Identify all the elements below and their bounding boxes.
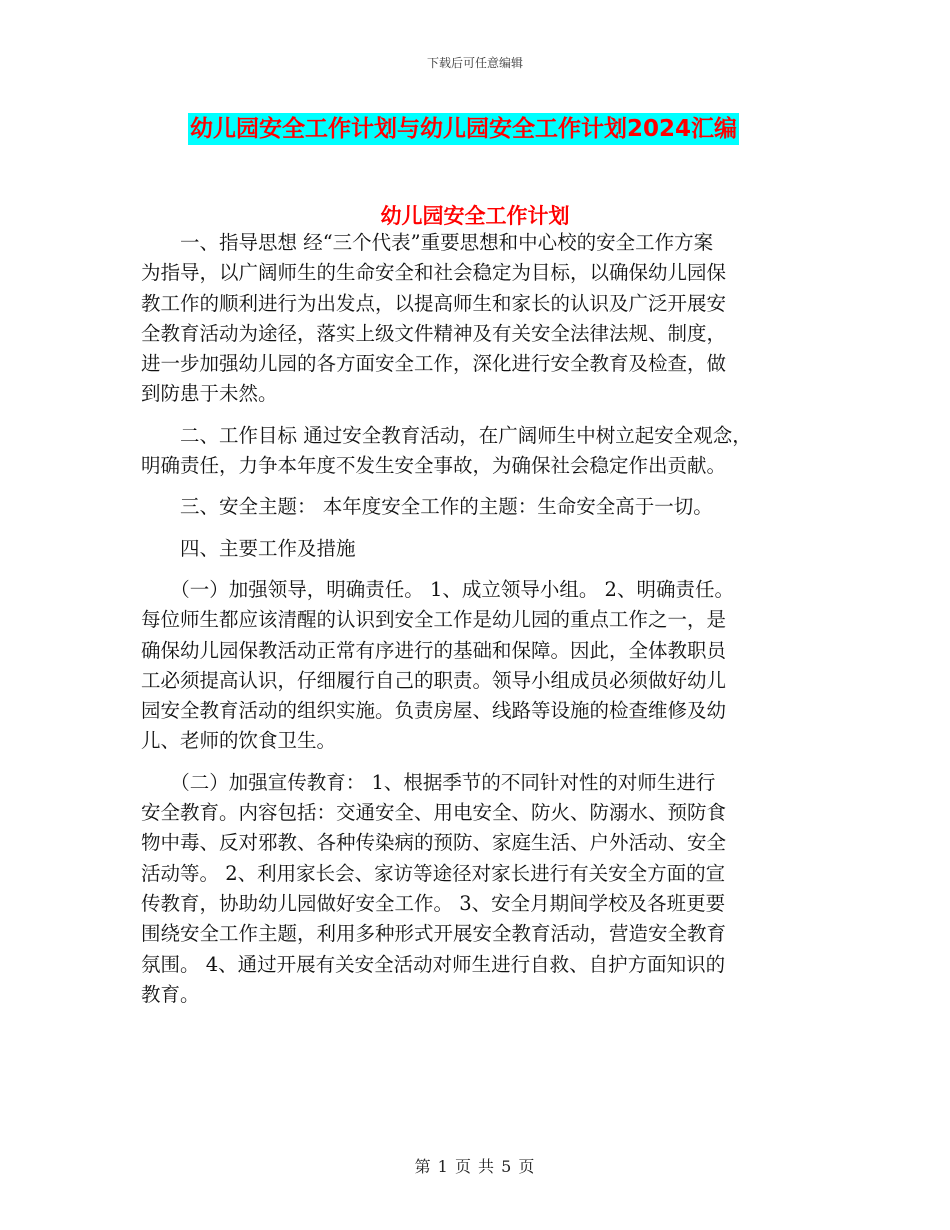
text-line: 为指导，以广阔师生的生命安全和社会稳定为目标，以确保幼儿园保	[141, 261, 727, 285]
text-line: （二）加强宣传教育： 1、根据季节的不同针对性的对师生进行	[141, 770, 716, 794]
paragraph-publicity-education	[141, 768, 821, 1010]
text-line: 明确责任，力争本年度不发生安全事故，为确保社会稳定作出贡献。	[141, 454, 727, 478]
paragraph-safety-theme	[141, 492, 821, 522]
page-number: 第 1 页 共 5 页	[414, 1157, 536, 1176]
text-line: 活动等。 2、利用家长会、家访等途径对家长进行有关安全方面的宣	[141, 861, 726, 885]
text-line: 教工作的顺利进行为出发点，以提高师生和家长的认识及广泛开展安	[141, 291, 727, 315]
text-line: 儿、老师的饮食卫生。	[141, 729, 337, 753]
text-line: （一）加强领导，明确责任。 1、成立领导小组。 2、明确责任。	[141, 577, 734, 601]
text-line: 教育。	[141, 982, 200, 1006]
paragraph-guiding-thought	[141, 228, 821, 410]
text-line: 进一步加强幼儿园的各方面安全工作，深化进行安全教育及检查，做	[141, 352, 727, 376]
text-line: 一、指导思想 经“三个代表”重要思想和中心校的安全工作方案	[141, 231, 714, 254]
text-line: 围绕安全工作主题，利用多种形式开展安全教育活动，营造安全教育	[141, 922, 727, 946]
section-title: 幼儿园安全工作计划	[380, 204, 570, 228]
text-line: 工必须提高认识，仔细履行自己的职责。领导小组成员必须做好幼儿	[141, 668, 727, 692]
text-line: 传教育，协助幼儿园做好安全工作。 3、安全月期间学校及各班更要	[141, 891, 726, 915]
text-line: 四、主要工作及措施	[141, 536, 356, 560]
paragraph-leadership	[141, 575, 821, 757]
header-note: 下载后可任意编辑	[426, 56, 523, 70]
paragraph-main-work	[141, 534, 821, 564]
text-line: 氛围。 4、通过开展有关安全活动对师生进行自救、自护方面知识的	[141, 952, 726, 976]
text-line: 确保幼儿园保教活动正常有序进行的基础和保障。因此，全体教职员	[141, 638, 727, 662]
paragraph-work-goal	[141, 421, 821, 482]
body-text	[141, 228, 821, 1010]
text-line: 三、安全主题： 本年度安全工作的主题：生命安全高于一切。	[141, 495, 713, 519]
text-line: 安全教育。内容包括：交通安全、用电安全、防火、防溺水、预防食	[141, 801, 727, 825]
text-line: 全教育活动为途径，落实上级文件精神及有关安全法律法规、制度，	[141, 321, 727, 345]
text-line: 物中毒、反对邪教、各种传染病的预防、家庭生活、户外活动、安全	[141, 831, 727, 855]
text-line: 到防患于未然。	[141, 382, 278, 406]
document-title: 幼儿园安全工作计划与幼儿园安全工作计划2024汇编	[188, 113, 739, 145]
text-line: 二、工作目标 通过安全教育活动，在广阔师生中树立起安全观念，	[141, 423, 752, 447]
text-line: 园安全教育活动的组织实施。负责房屋、线路等设施的检查维修及幼	[141, 699, 727, 723]
text-line: 每位师生都应该清醒的认识到安全工作是幼儿园的重点工作之一，是	[141, 608, 727, 632]
